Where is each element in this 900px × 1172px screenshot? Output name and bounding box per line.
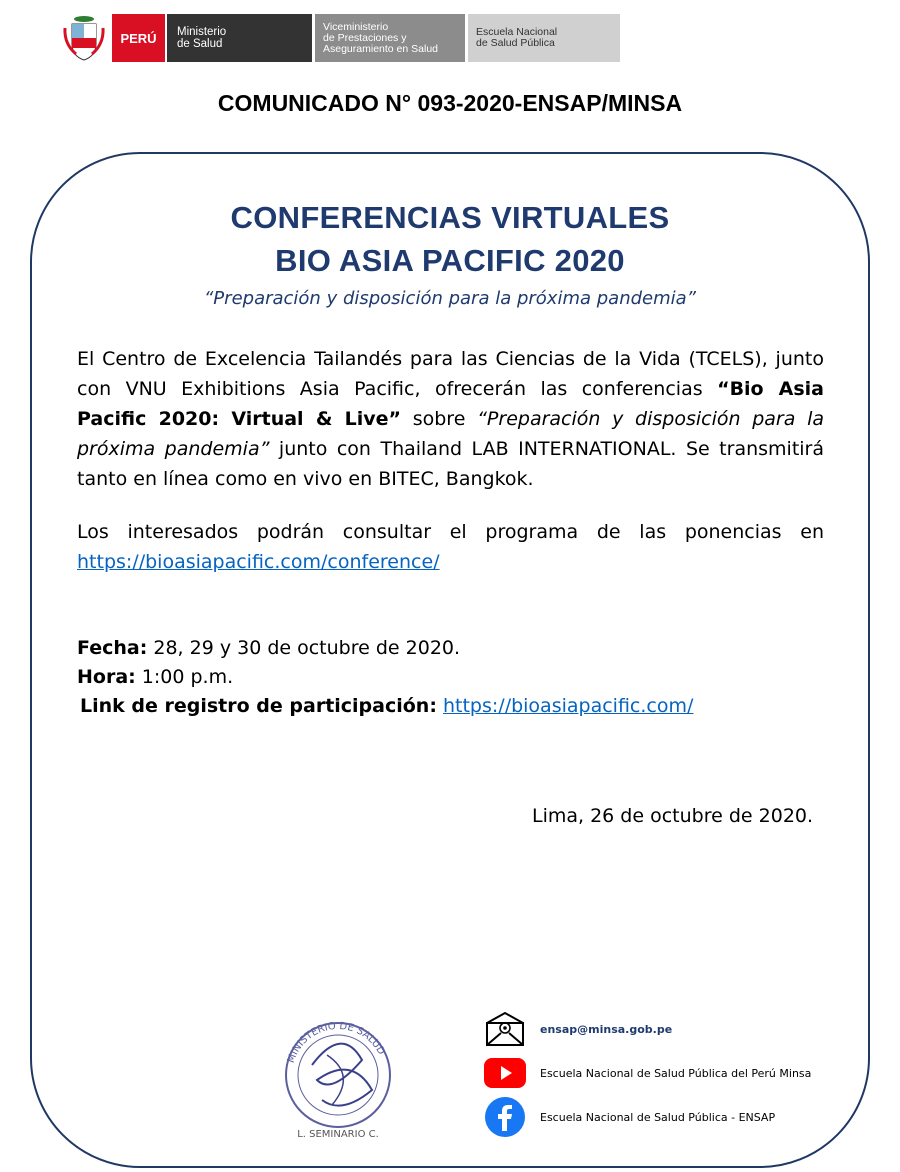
p1-text-b: sobre [401,408,478,430]
stamp-text-top: MINISTERIO DE SALUD [285,1020,387,1065]
contact-facebook [484,1096,775,1138]
registration-label: Link de registro de participación: [80,695,437,717]
comunicado-number: COMUNICADO N° 093-2020-ENSAP/MINSA [217,90,683,116]
contact-email [484,1008,672,1050]
p1-italic: “Preparación y disposición para la próxima pandemia” [77,408,824,460]
title-line1: CONFERENCIAS VIRTUALES [230,200,670,235]
vice-line3: Aseguramiento en Salud [323,42,438,55]
official-stamp-icon [272,1005,404,1141]
ministry-line2: de Salud [177,38,223,50]
place-date: Lima, 26 de octubre de 2020. [532,805,814,827]
time-value: 1:00 p.m. [135,666,234,688]
time-label: Hora: [77,666,136,688]
date-line [77,633,460,663]
youtube-channel-name: Escuela Nacional de Salud Pública del Perú Minsa [540,1066,812,1080]
registration-link[interactable]: https://bioasiapacific.com/ [442,695,694,717]
school-label [468,14,620,62]
peru-label: PERÚ [112,14,165,62]
registration-line [80,691,693,721]
date-label: Fecha: [77,637,148,659]
email-link[interactable]: ensap@minsa.gob.pe [540,1022,673,1036]
stamp-text-bottom: L. SEMINARIO C. [297,1129,379,1140]
p1-bold: “Bio Asia Pacific 2020: Virtual & Live” [77,378,824,430]
ministry-label [165,14,312,62]
vice-line1: Viceministerio [323,20,389,33]
title-line2: BIO ASIA PACIFIC 2020 [275,243,625,278]
conference-link[interactable]: https://bioasiapacific.com/conference/ [77,551,440,573]
p1-text-a: El Centro de Excelencia Tailandés para las Ciencias de la Vida (TCELS), junto con VNU Exhibitions Asia Pacific, ofrecerán las conferencias [77,348,824,400]
header-bar [62,14,620,62]
viceministry-label [315,14,465,62]
ministry-line1: Ministerio [177,26,227,38]
date-value: 28, 29 y 30 de octubre de 2020. [147,637,461,659]
school-line1: Escuela Nacional [476,26,558,38]
subtitle: “Preparación y disposición para la próxima pandemia” [203,288,696,309]
facebook-page-name: Escuela Nacional de Salud Pública - ENSAP [540,1110,776,1124]
contact-youtube [484,1052,811,1094]
facebook-icon[interactable] [484,1096,526,1138]
youtube-icon[interactable] [484,1052,526,1094]
p2-text: Los interesados podrán consultar el programa de las ponencias en [77,521,824,543]
school-line2: de Salud Pública [476,37,555,49]
p1-text-c: junto con Thailand LAB INTERNATIONAL. Se transmitirá tanto en línea como en vivo en BITEC, Bangkok. [77,438,824,490]
paragraph-intro [77,344,824,494]
time-line [77,662,233,692]
vice-line2: de Prestaciones y [323,31,407,44]
email-icon [484,1008,526,1050]
paragraph-program [77,517,824,577]
svg-text:MINISTERIO DE SALUD [286,1021,387,1065]
coat-of-arms-icon [62,14,106,62]
